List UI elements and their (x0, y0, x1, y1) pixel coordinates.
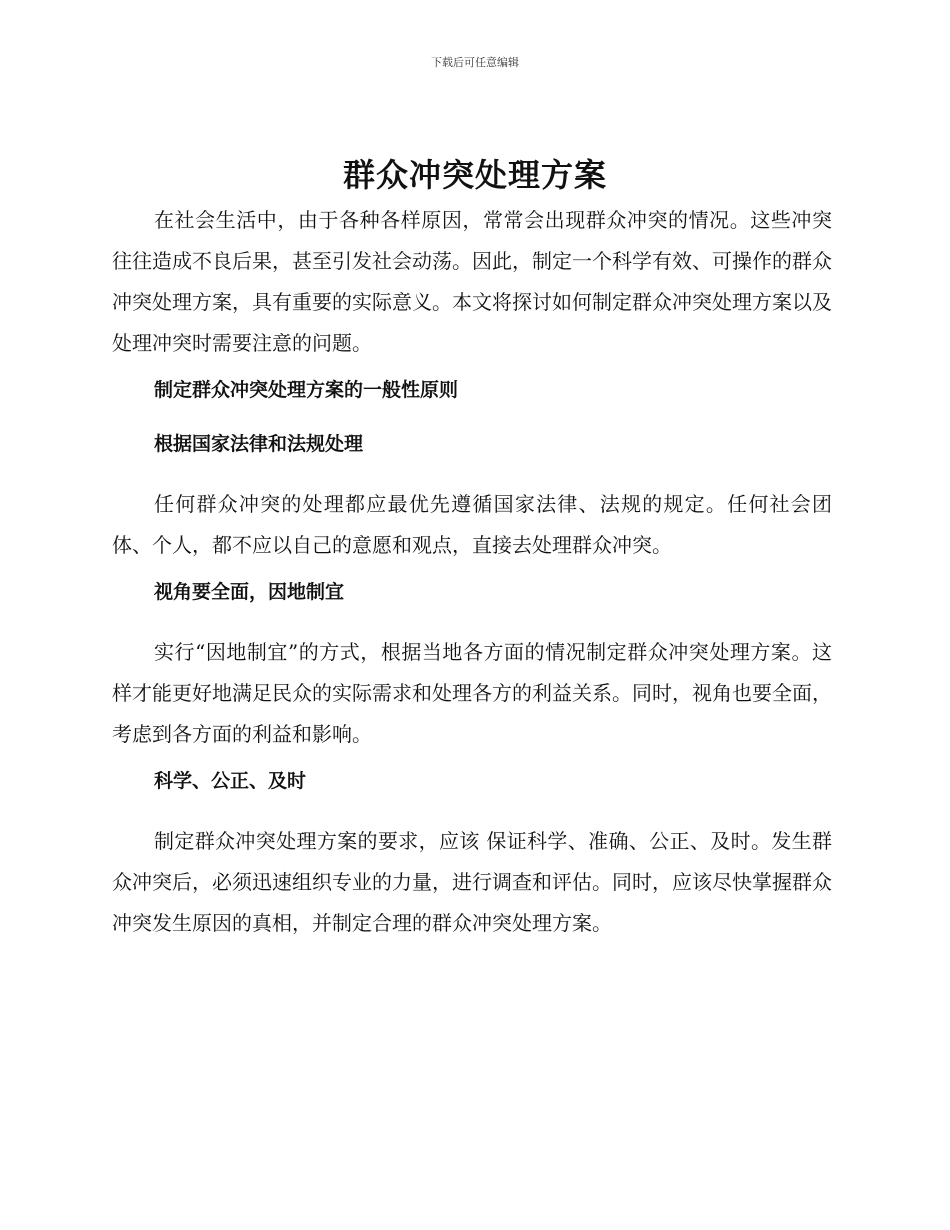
law-paragraph: 任何群众冲突的处理都应最优先遵循国家法律、法规的规定。任何社会团体、个人，都不应以自己的意愿和观点，直接去处理群众冲突。 (112, 492, 832, 557)
science-heading: 科学、公正、及时 (154, 770, 307, 792)
intro-paragraph: 在社会生活中，由于各种各样原因，常常会出现群众冲突的情况。这些冲突往往造成不良后果，甚至引发社会动荡。因此，制定一个科学有效、可操作的群众冲突处理方案，具有重要的实际意义。本文将探讨如何制定群众冲突处理方案以及处理冲突时需要注意的问题。 (112, 208, 832, 355)
law-heading: 根据国家法律和法规处理 (154, 433, 364, 455)
science-paragraph: 制定群众冲突处理方案的要求，应该 保证科学、准确、公正、及时。发生群众冲突后，必须迅速组织专业的力量，进行调查和评估。同时，应该尽快掌握群众冲突发生原因的真相，并制定合理的群众冲突处理方案。 (112, 829, 832, 935)
header-note: 下载后可任意编辑 (431, 56, 519, 69)
local-heading: 视角要全面，因地制宜 (154, 581, 345, 603)
document-title: 群众冲突处理方案 (342, 156, 607, 194)
document-body (112, 200, 832, 956)
general-principles-heading: 制定群众冲突处理方案的一般性原则 (154, 379, 459, 401)
local-paragraph: 实行“因地制宜”的方式，根据当地各方面的情况制定群众冲突处理方案。这样才能更好地满足民众的实际需求和处理各方的利益关系。同时，视角也要全面，考虑到各方面的利益和影响。 (112, 640, 832, 746)
